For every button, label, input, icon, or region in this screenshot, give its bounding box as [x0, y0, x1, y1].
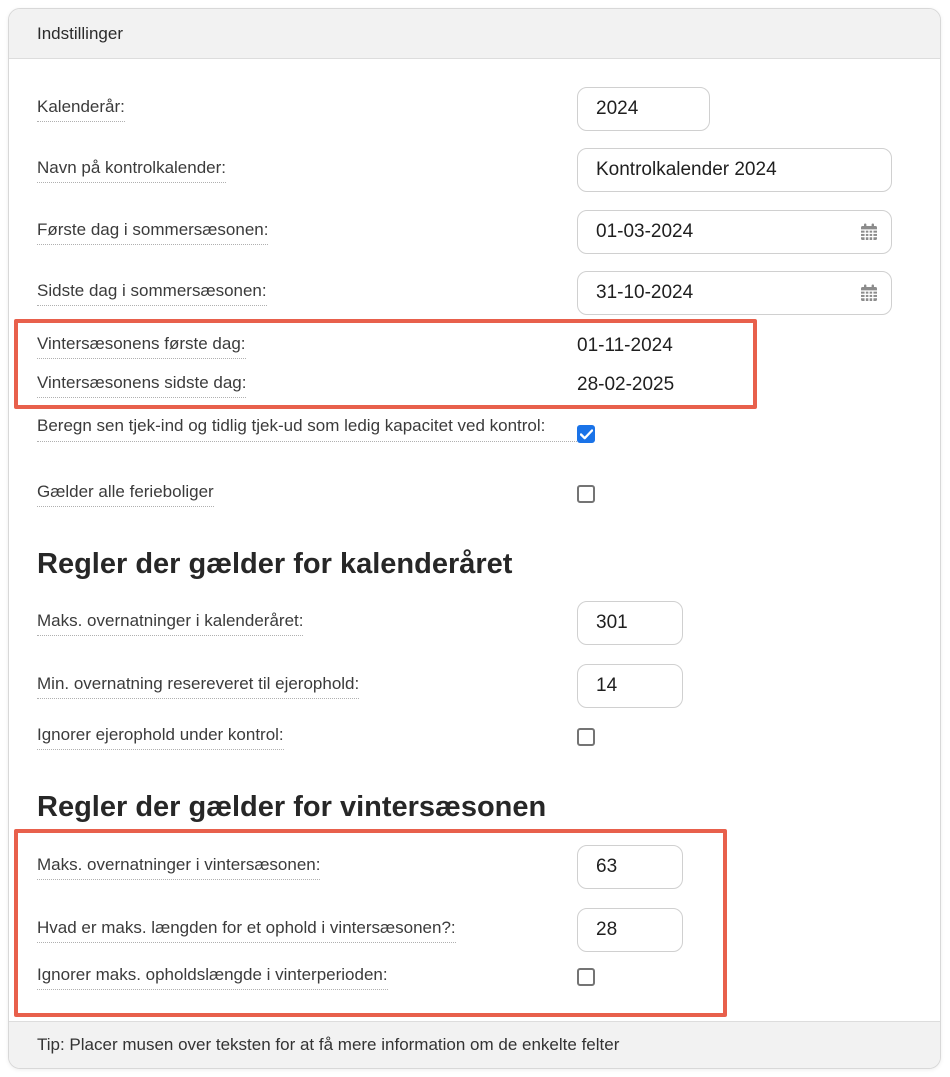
winter-first-day-label[interactable]: Vintersæsonens første dag: — [37, 333, 246, 360]
summer-first-day-input[interactable] — [578, 221, 838, 243]
field-row-calendar-name — [37, 148, 916, 192]
winter-first-day-value: 01-11-2024 — [577, 335, 673, 356]
field-row-all-holiday-homes — [37, 481, 916, 507]
section-heading-calendar-year-rules: Regler der gælder for kalenderåret — [37, 548, 513, 580]
field-row-max-stay-length-winter — [37, 908, 916, 952]
summer-last-day-field — [577, 271, 892, 315]
field-row-min-owner-nights — [37, 664, 916, 708]
field-row-late-checkin-capacity — [37, 413, 916, 467]
max-stay-length-winter-input[interactable] — [577, 908, 683, 952]
max-nights-winter-input[interactable] — [577, 845, 683, 889]
calendar-name-label[interactable]: Navn på kontrolkalender: — [37, 157, 226, 184]
field-row-ignore-owner-stays — [37, 724, 916, 750]
all-holiday-homes-label[interactable]: Gælder alle ferieboliger — [37, 481, 214, 508]
panel-title: Indstillinger — [37, 23, 123, 43]
field-row-summer-first-day — [37, 210, 916, 254]
summer-last-day-label[interactable]: Sidste dag i sommersæsonen: — [37, 280, 267, 307]
field-row-ignore-max-stay-winter — [37, 964, 916, 990]
calendar-year-label[interactable]: Kalenderår: — [37, 96, 125, 123]
field-row-summer-last-day — [37, 271, 916, 315]
settings-panel — [8, 8, 941, 1069]
ignore-max-stay-winter-checkbox[interactable] — [577, 968, 595, 986]
field-row-winter-last-day — [37, 372, 916, 398]
panel-body — [9, 87, 940, 1022]
winter-last-day-value: 28-02-2025 — [577, 374, 675, 395]
max-stay-length-winter-label[interactable]: Hvad er maks. længden for et ophold i vintersæsonen?: — [37, 917, 456, 944]
ignore-max-stay-winter-label[interactable]: Ignorer maks. opholdslængde i vinterperioden: — [37, 964, 388, 991]
field-row-winter-first-day — [37, 333, 916, 359]
calendar-icon[interactable] — [859, 283, 879, 303]
max-nights-year-label[interactable]: Maks. overnatninger i kalenderåret: — [37, 610, 303, 637]
section-heading-winter-rules: Regler der gælder for vintersæsonen — [37, 791, 547, 823]
footer-tip-text: Tip: Placer musen over teksten for at få mere information om de enkelte felter — [37, 1035, 620, 1054]
panel-header — [9, 9, 940, 59]
min-owner-nights-label[interactable]: Min. overnatning resereveret til ejerophold: — [37, 673, 359, 700]
min-owner-nights-input[interactable] — [577, 664, 683, 708]
ignore-owner-stays-checkbox[interactable] — [577, 728, 595, 746]
summer-first-day-label[interactable]: Første dag i sommersæsonen: — [37, 219, 268, 246]
calendar-name-input[interactable] — [577, 148, 892, 192]
summer-last-day-input[interactable] — [578, 282, 838, 304]
ignore-owner-stays-label[interactable]: Ignorer ejerophold under kontrol: — [37, 724, 284, 751]
late-checkin-capacity-checkbox[interactable] — [577, 425, 595, 443]
summer-first-day-field — [577, 210, 892, 254]
all-holiday-homes-checkbox[interactable] — [577, 485, 595, 503]
winter-last-day-label[interactable]: Vintersæsonens sidste dag: — [37, 372, 246, 399]
field-row-calendar-year — [37, 87, 916, 131]
panel-footer — [9, 1021, 940, 1068]
max-nights-winter-label[interactable]: Maks. overnatninger i vintersæsonen: — [37, 854, 320, 881]
max-nights-year-input[interactable] — [577, 601, 683, 645]
calendar-year-input[interactable] — [577, 87, 710, 131]
late-checkin-capacity-label[interactable]: Beregn sen tjek-ind og tidlig tjek-ud som ledig kapacitet ved kontrol: — [37, 413, 577, 442]
calendar-icon[interactable] — [859, 222, 879, 242]
field-row-max-nights-winter — [37, 845, 916, 889]
field-row-max-nights-year — [37, 601, 916, 645]
